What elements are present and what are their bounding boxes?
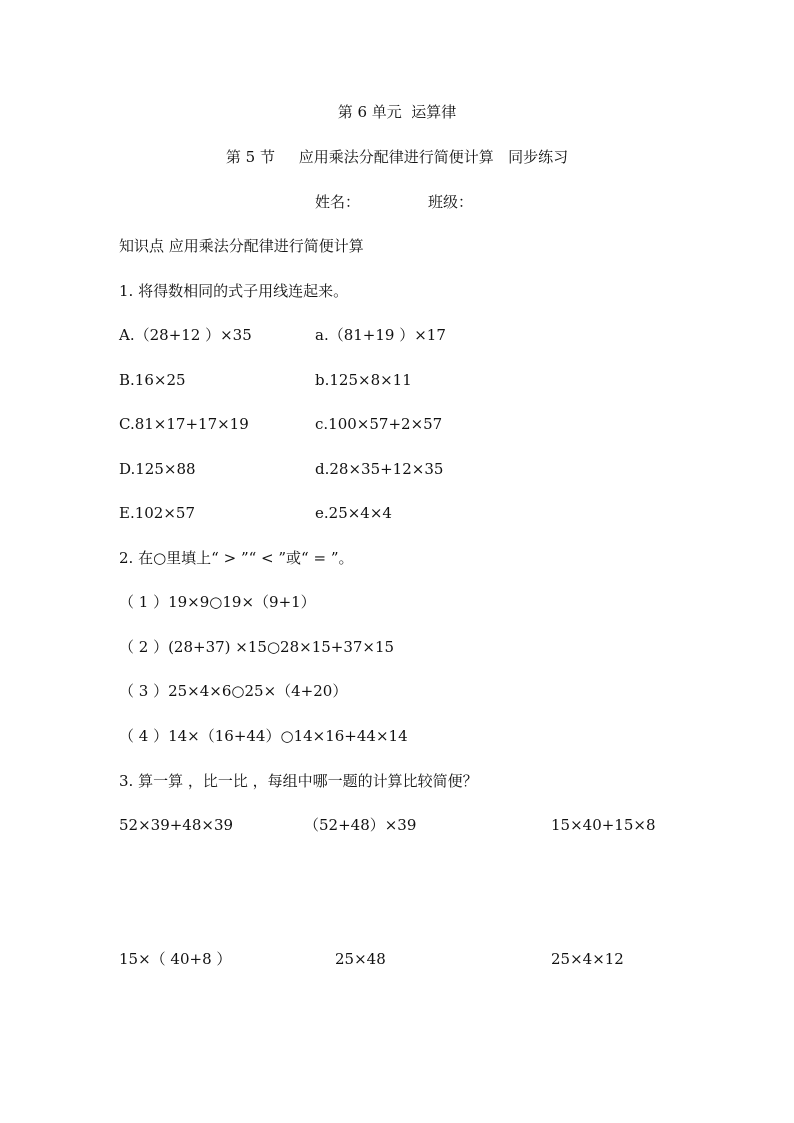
- q1-right-item: c.100×57+2×57: [315, 415, 443, 433]
- q1-left-item: B.16×25: [119, 371, 186, 389]
- q3-expression: 15×（ 40+8 ）: [119, 950, 232, 968]
- knowledge-point: 知识点 应用乘法分配律进行简便计算: [119, 237, 364, 255]
- unit-title: 第 6 单元 运算律: [337, 103, 457, 121]
- q2-item: （ 1 ）19×9○19×（9+1）: [119, 593, 316, 611]
- q2-item: （ 3 ）25×4×6○25×（4+20）: [119, 682, 348, 700]
- q1-right-item: b.125×8×11: [315, 371, 412, 389]
- q3-expression: 15×40+15×8: [551, 816, 656, 834]
- name-label: 姓名：: [315, 193, 361, 211]
- q1-left-item: D.125×88: [119, 460, 196, 478]
- q3-expression: 25×4×12: [551, 950, 624, 968]
- q3-expression: （52+48）×39: [304, 816, 417, 834]
- class-label: 班级：: [428, 193, 474, 211]
- q1-left-item: C.81×17+17×19: [119, 415, 249, 433]
- q2-item: （ 4 ）14×（16+44）○14×16+44×14: [119, 727, 408, 745]
- q2-item: （ 2 ）(28+37) ×15○28×15+37×15: [119, 638, 395, 656]
- q1-left-item: E.102×57: [119, 504, 196, 522]
- q3-expression: 52×39+48×39: [119, 816, 234, 834]
- section-title: 第 5 节 应用乘法分配律进行简便计算 同步练习: [225, 148, 569, 166]
- q1-prompt: 1. 将得数相同的式子用线连起来。: [119, 282, 349, 300]
- q3-prompt: 3. 算一算 ，比一比 ，每组中哪一题的计算比较简便？: [119, 772, 478, 790]
- q3-expression: 25×48: [335, 950, 386, 968]
- q1-left-item: A.（28+12 ）×35: [119, 326, 252, 344]
- q1-right-item: a.（81+19 ）×17: [315, 326, 446, 344]
- q1-right-item: d.28×35+12×35: [315, 460, 444, 478]
- q1-right-item: e.25×4×4: [315, 504, 392, 522]
- q2-prompt: 2. 在○里填上“ > ”“ < ”或“ = ”。: [119, 549, 354, 567]
